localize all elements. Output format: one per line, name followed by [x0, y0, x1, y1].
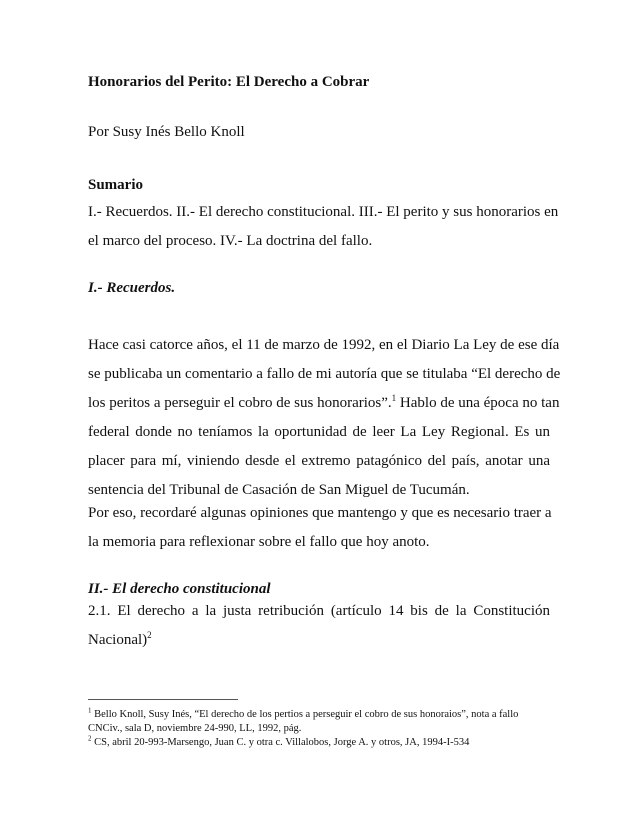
- paragraph-line: federal donde no teníamos la oportunidad de leer La Ley Regional. Es un: [88, 424, 550, 440]
- author-line: Por Susy Inés Bello Knoll: [88, 124, 245, 140]
- paragraph-line: placer para mí, viniendo desde el extremo patagónico del país, anotar una: [88, 453, 550, 469]
- footnote-text: CS, abril 20-993-Marsengo, Juan C. y otra c. Villalobos, Jorge A. y otros, JA, 1994-I-534: [91, 737, 470, 748]
- paragraph-line: [88, 389, 560, 418]
- paragraph-recuerdos-1: [88, 331, 561, 505]
- section-heading-recuerdos: I.- Recuerdos.: [88, 280, 176, 296]
- summary-line: I.- Recuerdos. II.- El derecho constitucional. III.- El perito y sus honorarios en: [88, 204, 559, 220]
- paragraph-line: [88, 626, 550, 655]
- footnote-number: 2: [88, 734, 92, 743]
- footnote-reference: 1: [391, 393, 397, 403]
- footnote-number: 1: [88, 706, 92, 715]
- footnote-divider: [88, 699, 238, 700]
- paragraph-line-text: Nacional): [88, 632, 148, 648]
- footnote-text: Bello Knoll, Susy Inés, “El derecho de los pertios a perseguir el cobro de sus honoraios”, nota a fallo: [91, 709, 519, 720]
- paragraph-line-text: Hablo de una época no tan: [396, 395, 560, 411]
- paragraph-line: se publicaba un comentario a fallo de mi autoría que se titulaba “El derecho de: [88, 366, 561, 382]
- footnote-line: CNCiv., sala D, noviembre 24-990, LL, 1992, pág.: [88, 723, 302, 734]
- subsection-justa-retribucion: [88, 597, 550, 655]
- section-heading-constitucional: II.- El derecho constitucional: [88, 581, 271, 597]
- footnote-line: [88, 736, 550, 750]
- paragraph-line: Por eso, recordaré algunas opiniones que mantengo y que es necesario traer a: [88, 505, 552, 521]
- footnote-line: [88, 708, 550, 722]
- summary-heading: Sumario: [88, 177, 144, 193]
- footnotes: [88, 708, 550, 750]
- paragraph-line: Hace casi catorce años, el 11 de marzo de 1992, en el Diario La Ley de ese día: [88, 337, 560, 353]
- footnote-reference: 2: [147, 630, 152, 640]
- paragraph-line: 2.1. El derecho a la justa retribución (artículo 14 bis de la Constitución: [88, 603, 550, 619]
- summary-line: el marco del proceso. IV.- La doctrina del fallo.: [88, 233, 373, 249]
- paragraph-line: sentencia del Tribunal de Casación de San Miguel de Tucumán.: [88, 482, 470, 498]
- paragraph-line: la memoria para reflexionar sobre el fallo que hoy anoto.: [88, 534, 430, 550]
- document-title: Honorarios del Perito: El Derecho a Cobrar: [88, 74, 370, 90]
- summary-text: [88, 198, 559, 256]
- paragraph-recuerdos-2: [88, 499, 550, 557]
- paragraph-line-text: los peritos a perseguir el cobro de sus honorarios”.: [88, 395, 392, 411]
